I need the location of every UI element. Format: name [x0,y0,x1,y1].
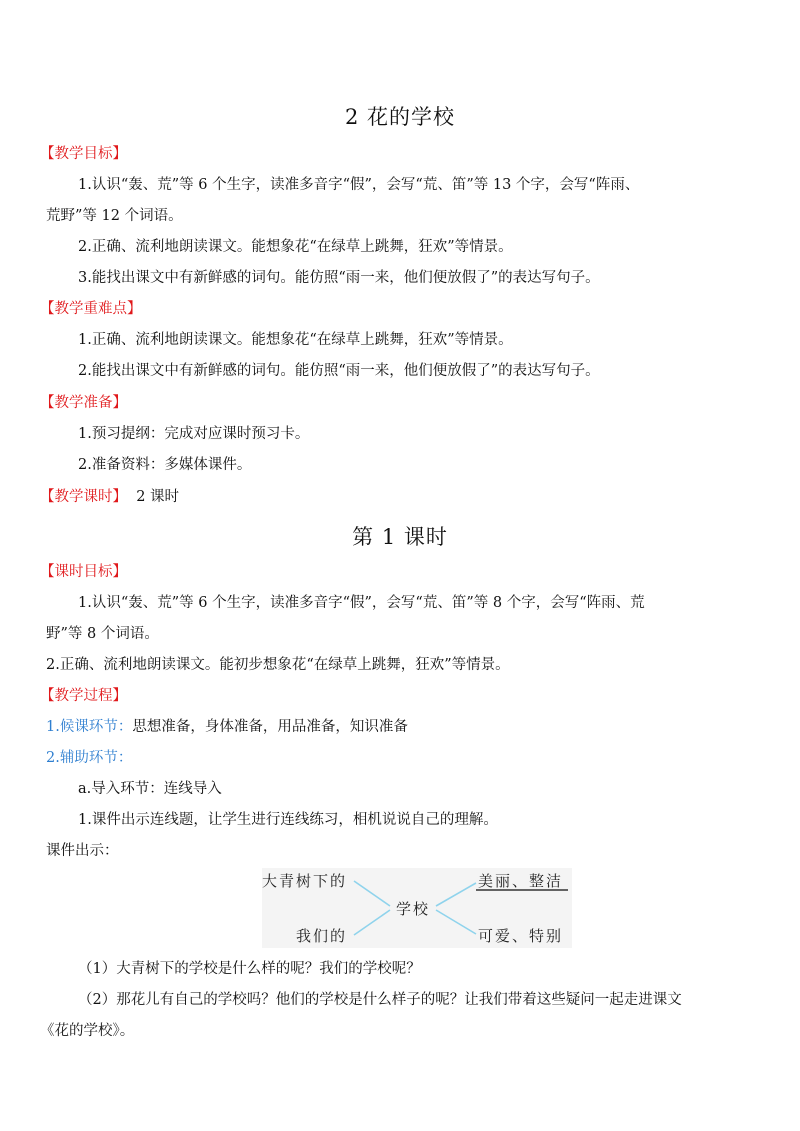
key-line: 2.能找出课文中有新鲜感的词句。能仿照“雨一来，他们便放假了”的表达写句子。 [78,363,600,379]
question-2-line1: （2）那花儿有自己的学校吗？他们的学校是什么样子的呢？让我们带着这些疑问一起走进课文 [78,992,682,1008]
connector-line [436,883,476,906]
step1-label: 1.候课环节： [46,719,133,735]
prep-line: 2.准备资料：多媒体课件。 [78,457,252,473]
intro-line: a.导入环节：连线导入 [78,781,222,797]
diagram-right-top: 美丽、整洁 [478,872,564,890]
goals-heading: 【教学目标】 [40,146,127,162]
page-title: 2 花的学校 [344,105,456,129]
hours-value: 2 课时 [136,489,180,505]
step1-text: 思想准备，身体准备，用品准备，知识准备 [132,719,408,735]
item1-line: 1.课件出示连线题，让学生进行连线练习，相机说说自己的理解。 [78,812,498,828]
goal-line: 2.正确、流利地朗读课文。能想象花“在绿草上跳舞，狂欢”等情景。 [78,239,513,255]
hours-row [40,487,179,507]
lesson-goals-heading: 【课时目标】 [40,564,127,580]
connector-line [354,881,390,906]
question-2-line2: 《花的学校》。 [40,1023,135,1039]
key-line: 1.正确、流利地朗读课文。能想象花“在绿草上跳舞，狂欢”等情景。 [78,332,513,348]
step2-label: 2.辅助环节： [46,750,133,766]
connector-line [354,910,390,935]
process-heading: 【教学过程】 [40,688,127,704]
lesson-goal-line: 野”等 8 个词语。 [46,626,159,642]
connector-line [436,910,476,934]
courseware-label: 课件出示： [46,843,119,859]
goal-line: 荒野”等 12 个词语。 [46,208,183,224]
lesson-goal-line: 2.正确、流利地朗读课文。能初步想象花“在绿草上跳舞，狂欢”等情景。 [46,657,510,673]
lesson-title: 第 1 课时 [352,525,448,549]
goal-line: 1.认识“轰、荒”等 6 个生字，读准多音字“假”，会写“荒、笛”等 13 个字，会写“阵雨、 [78,177,640,193]
goal-line: 3.能找出课文中有新鲜感的词句。能仿照“雨一来，他们便放假了”的表达写句子。 [78,270,600,286]
prep-heading: 【教学准备】 [40,395,127,411]
key-heading: 【教学重难点】 [40,301,142,317]
diagram-right-bottom: 可爱、特别 [478,927,564,945]
matching-diagram [262,868,572,948]
lesson-goal-line: 1.认识“轰、荒”等 6 个生字，读准多音字“假”，会写“荒、笛”等 8 个字，会写“阵雨、荒 [78,595,645,611]
hours-heading: 【教学课时】 [40,489,127,505]
diagram-left-top: 大青树下的 [262,872,348,890]
step1-row [46,717,408,737]
diagram-center: 学校 [396,900,431,918]
prep-line: 1.预习提纲：完成对应课时预习卡。 [78,426,310,442]
question-1: （1）大青树下的学校是什么样的呢？我们的学校呢？ [78,961,421,977]
diagram-left-bottom: 我们的 [296,927,348,945]
